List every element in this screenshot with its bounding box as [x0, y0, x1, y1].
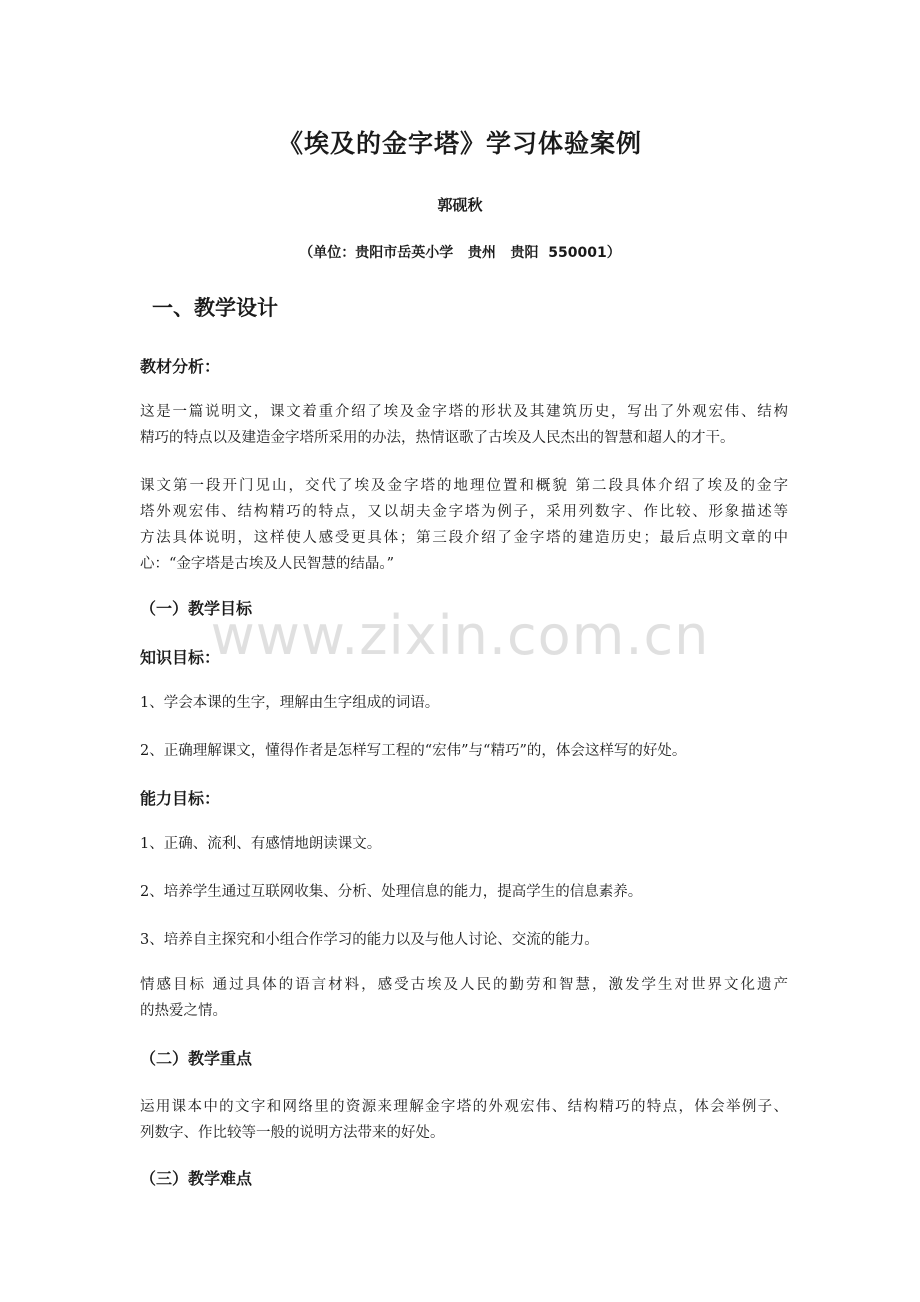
text-line: 课文第一段开门见山，交代了埃及金字塔的地理位置和概貌 第二段具体介绍了埃及的金字: [140, 478, 788, 494]
watermark: www.zixin.com.cn: [210, 604, 710, 667]
section-heading-teaching-design: 一、教学设计: [152, 296, 278, 320]
text-line: 方法具体说明，这样使人感受更具体；第三段介绍了金字塔的建造历史；最后点明文章的中: [140, 530, 788, 546]
text-line: 列数字、作比较等一般的说明方法带来的好处。: [140, 1125, 445, 1141]
text-line: 塔外观宏伟、结构精巧的特点，又以胡夫金字塔为例子，采用列数字、作比较、形象描述等: [140, 504, 788, 520]
heading-teaching-objectives: （一）教学目标: [140, 599, 253, 618]
paragraph-materials-2: [140, 473, 788, 577]
ability-item-2: [140, 879, 788, 905]
author-name: 郭砚秋: [437, 196, 483, 214]
text-line: 精巧的特点以及建造金字塔所采用的办法，热情讴歌了古埃及人民杰出的智慧和超人的才干。: [140, 430, 735, 446]
ability-item-1: [140, 831, 788, 857]
document-title: 《埃及的金字塔》学习体验案例: [277, 129, 642, 158]
paragraph-materials-1: [140, 399, 788, 451]
text-line: 3、培养自主探究和小组合作学习的能力以及与他人讨论、交流的能力。: [140, 932, 599, 948]
knowledge-item-1: [140, 690, 788, 716]
text-line: 运用课本中的文字和网络里的资源来理解金字塔的外观宏伟、结构精巧的特点，体会举例子、: [140, 1099, 788, 1115]
ability-item-3: [140, 927, 788, 953]
text-line: 1、学会本课的生字，理解由生字组成的词语。: [140, 695, 440, 711]
text-line: 这是一篇说明文，课文着重介绍了埃及金字塔的形状及其建筑历史，写出了外观宏伟、结构: [140, 404, 788, 420]
heading-teaching-difficulties: （三）教学难点: [140, 1169, 253, 1188]
text-line: 的热爱之情。: [140, 1003, 227, 1019]
heading-ability-objectives: 能力目标：: [140, 789, 221, 808]
paragraph-keypoints: [140, 1094, 788, 1146]
heading-knowledge-objectives: 知识目标：: [140, 648, 221, 667]
author-affiliation: （单位：贵阳市岳英小学 贵州 贵阳 550001）: [299, 245, 621, 261]
text-line: 2、培养学生通过互联网收集、分析、处理信息的能力，提高学生的信息素养。: [140, 884, 643, 900]
text-line: 1、正确、流利、有感情地朗读课文。: [140, 836, 382, 852]
text-line: 心：“金字塔是古埃及人民智慧的结晶。”: [140, 556, 395, 572]
paragraph-emotion-objectives: [140, 972, 788, 1024]
text-line: 2、正确理解课文，懂得作者是怎样写工程的“宏伟”与“精巧”的，体会这样写的好处。: [140, 743, 687, 759]
knowledge-item-2: [140, 738, 788, 764]
text-line: 情感目标 通过具体的语言材料，感受古埃及人民的勤劳和智慧，激发学生对世界文化遗产: [140, 977, 788, 993]
heading-teaching-keypoints: （二）教学重点: [140, 1049, 253, 1068]
heading-materials-analysis: 教材分析：: [140, 357, 221, 376]
